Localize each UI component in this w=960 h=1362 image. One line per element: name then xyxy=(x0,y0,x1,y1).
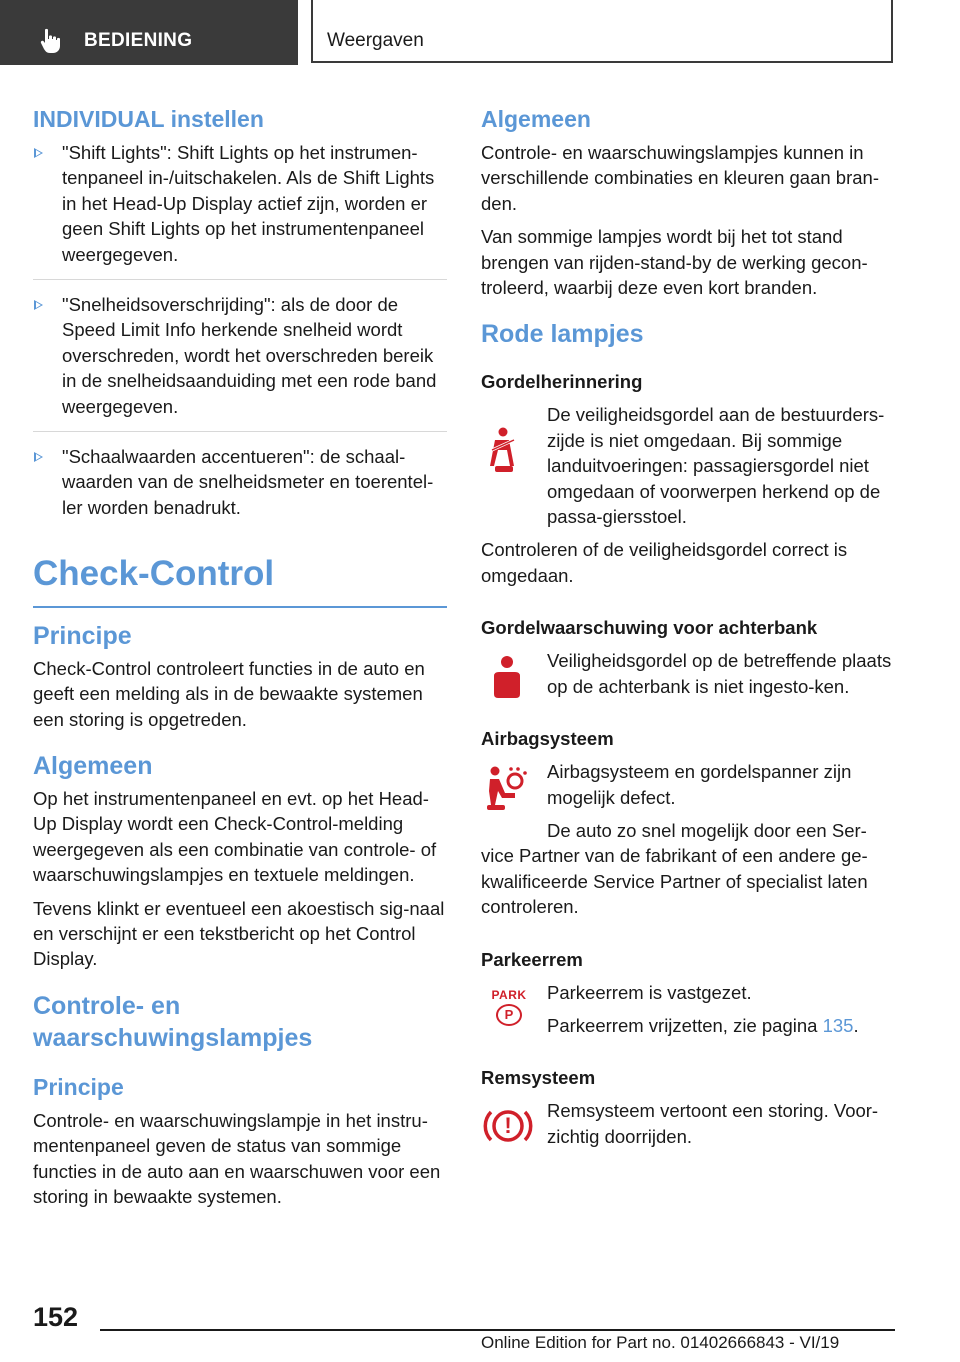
paragraph: Tevens klinkt er eventueel een akoestisch sig-naal en verschijnt er een tekstbericht op het Control Display. xyxy=(33,897,445,970)
section-label: BEDIENING xyxy=(84,30,193,51)
heading-rode-lampjes: Rode lampjes xyxy=(481,320,644,349)
lamp-airbag xyxy=(481,759,895,810)
paragraph: Remsysteem vertoont een storing. Voor-zichtig doorrijden. xyxy=(547,1100,879,1147)
heading-algemeen: Algemeen xyxy=(33,752,153,780)
hand-pointer-icon xyxy=(40,28,64,54)
paragraph: Parkeerrem vrijzetten, zie pagina 135. xyxy=(547,1014,859,1036)
brake-warning-icon: ! xyxy=(483,1106,533,1146)
rear-seatbelt-icon xyxy=(481,650,531,706)
heading-algemeen-right: Algemeen xyxy=(481,106,591,132)
heading-individual: INDIVIDUAL instellen xyxy=(33,106,264,132)
paragraph: Controle- en waarschuwingslampjes kunnen in verschillende combinaties en kleuren gaan bran-den. xyxy=(481,142,879,214)
triangle-bullet-icon xyxy=(34,300,43,310)
heading-controle-2: waarschuwingslampjes xyxy=(33,1023,313,1052)
paragraph: Van sommige lampjes wordt bij het tot stand brengen van rijden-stand-by de werking gecon-troleerd, waarbij deze even kort branden. xyxy=(481,226,868,299)
chapter-box xyxy=(311,0,893,63)
paragraph: Airbagsysteem en gordelspanner zijn mogelijk defect. xyxy=(547,761,852,808)
paragraph: Check-Control controleert functies in de auto en geeft een melding als in de bewaakte systemen een storing is opgetreden. xyxy=(33,657,425,730)
list-item: "Snelheidsoverschrijding": als de door de Speed Limit Info herkende snelheid wordt overschreden, wordt het overschreden bereik in de snelheidsaanduiding met een rode band weergegeven. xyxy=(33,292,447,432)
lamp-achterbank xyxy=(481,648,895,699)
list-item: "Shift Lights": Shift Lights op het instrumen-tenpaneel in-/uitschakelen. Als de Shift Lights in het Head-Up Display actief zijn, worden er geen Shift Lights op het instrumentenpaneel weergegeven. xyxy=(33,140,447,280)
lamp-gordel xyxy=(481,402,895,529)
lamp-title-gordel: Gordelherinnering xyxy=(481,371,643,393)
lamp-parkeerrem xyxy=(481,980,895,1039)
individual-list xyxy=(33,140,447,532)
chapter-label: Weergaven xyxy=(327,30,424,51)
left-column xyxy=(33,100,447,1217)
triangle-bullet-icon xyxy=(34,452,43,462)
heading-rule xyxy=(33,606,447,608)
parking-brake-icon: PARK P xyxy=(489,988,529,1032)
right-column xyxy=(481,100,895,1157)
triangle-bullet-icon xyxy=(34,148,43,158)
paragraph: Veiligheidsgordel op de betreffende plaats op de achterbank is niet ingesto-ken. xyxy=(547,650,892,697)
lamp-title-parkeerrem: Parkeerrem xyxy=(481,948,583,970)
paragraph: Op het instrumentenpaneel en evt. op het Head-Up Display wordt een Check-Control-melding weergegeven als een combinatie van controle- of waarschuwingslampjes en textuele meldingen. xyxy=(33,788,437,886)
airbag-warning-icon xyxy=(481,765,531,821)
paragraph: Controleren of de veiligheidsgordel correct is omgedaan. xyxy=(481,539,848,586)
list-item: "Schaalwaarden accentueren": de schaal-waarden van de snelheidsmeter en toerentel-ler worden benadrukt. xyxy=(33,444,447,532)
heading-controle-1: Controle- en xyxy=(33,991,181,1020)
page-link[interactable]: 135 xyxy=(822,1014,854,1036)
heading-principe: Principe xyxy=(33,621,132,650)
lamp-title-remsysteem: Remsysteem xyxy=(481,1067,596,1089)
seatbelt-warning-icon xyxy=(481,426,531,482)
paragraph: Parkeerrem is vastgezet. xyxy=(547,981,752,1003)
page-number: 152 xyxy=(33,1302,79,1332)
lamp-title-achterbank: Gordelwaarschuwing voor achterbank xyxy=(481,617,818,639)
paragraph: De auto zo snel mogelijk door een Ser-vice Partner van de fabrikant of een andere ge-kwalificeerde Service Partner of specialist laten controleren. xyxy=(481,819,868,918)
heading-principe-2: Principe xyxy=(33,1073,124,1100)
footer-rule xyxy=(100,1329,895,1331)
paragraph: Controle- en waarschuwingslampje in het instru-mentenpaneel geven de status van sommige functies in de auto aan en waarschuwen voor een storing in bewaakte systemen. xyxy=(33,1109,441,1208)
section-tab xyxy=(0,0,298,65)
paragraph: De veiligheidsgordel aan de bestuurders-zijde is niet omgedaan. Bij sommige landuitvoeringen: passagiersgordel niet omgedaan of voorwerpen herkend op de passa-giersstoel. xyxy=(547,404,885,528)
edition-note: Online Edition for Part no. 01402666843 - VI/19 xyxy=(481,1333,840,1352)
lamp-remsysteem xyxy=(481,1098,895,1149)
lamp-title-airbag: Airbagsysteem xyxy=(481,728,614,750)
heading-check-control: Check-Control xyxy=(33,554,275,594)
